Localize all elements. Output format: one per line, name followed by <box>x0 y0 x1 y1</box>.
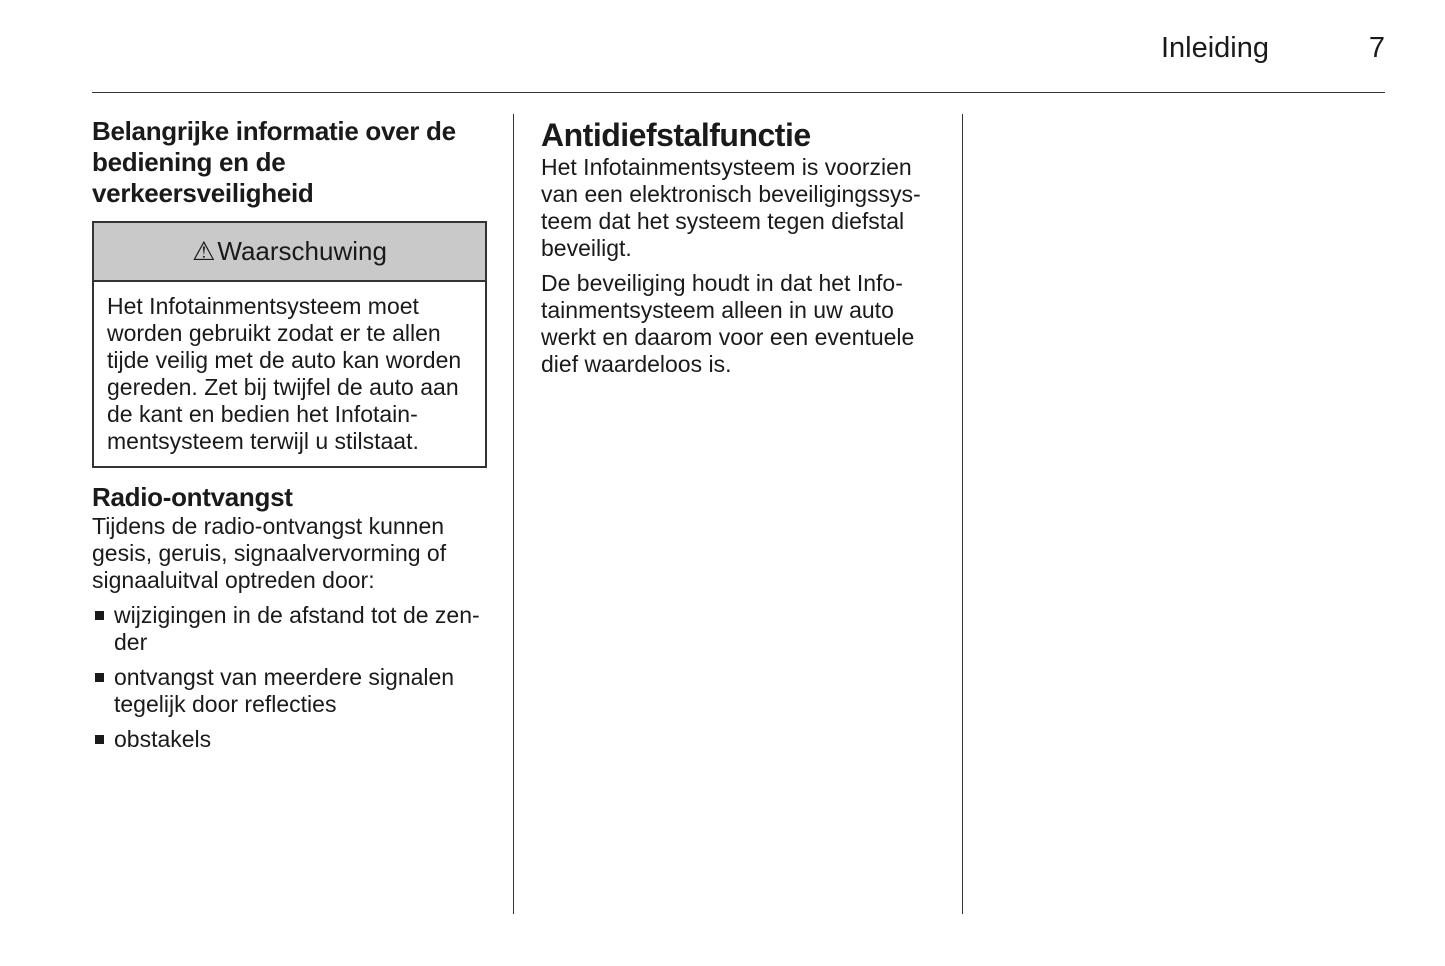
antitheft-heading: Antidiefstalfunctie <box>541 117 811 153</box>
warning-title: Waarschuwing <box>217 236 387 266</box>
column-divider <box>513 114 514 914</box>
list-item-text: obstakels <box>114 726 212 752</box>
warning-body <box>94 282 485 466</box>
radio-heading: Radio-ontvangst <box>92 482 293 512</box>
paragraph: De beveiliging houdt in dat het Infotainmentsysteem alleen in uw auto werkt en daarom voor een eventuele dief waardeloos is. <box>541 270 915 377</box>
column-divider <box>962 114 963 914</box>
page-number: 7 <box>1368 32 1385 64</box>
bullet-square-icon <box>95 735 104 744</box>
bullet-square-icon <box>95 611 104 620</box>
warning-box <box>92 221 487 468</box>
list-item <box>92 726 490 753</box>
radio-intro: Tijdens de radio-ontvangst kunnen gesis, geruis, signaalvervorming of signaaluitval optreden door: <box>92 513 447 593</box>
radio-section <box>92 482 490 753</box>
left-column <box>92 116 490 761</box>
warning-text: Het Infotainmentsysteem moet worden gebruikt zodat er te allen tijde veilig met de auto kan worden gereden. Zet bij twijfel de auto aan de kant en bedien het Infotainmentsysteem terwijl u stilstaat. <box>107 293 462 454</box>
list-item-text: ontvangst van meerdere signalen tegelijk door reflecties <box>114 664 455 717</box>
paragraph: Het Infotainmentsysteem is voorzien van een elektronisch beveiligingssysteem dat het systeem tegen diefstal beveiligt. <box>541 154 921 261</box>
page-header <box>92 0 1385 93</box>
warning-triangle-icon: ⚠ <box>192 236 216 266</box>
list-item <box>92 602 490 656</box>
warning-header <box>94 223 485 282</box>
section-title: Inleiding <box>1160 32 1269 64</box>
bullet-list <box>92 602 490 753</box>
list-item <box>92 664 490 718</box>
middle-column <box>541 116 941 378</box>
section-heading: Belangrijke informatie over de bediening en de verkeersveiligheid <box>92 116 456 208</box>
list-item-text: wijzigingen in de afstand tot de zender <box>114 602 480 655</box>
bullet-square-icon <box>95 673 104 682</box>
